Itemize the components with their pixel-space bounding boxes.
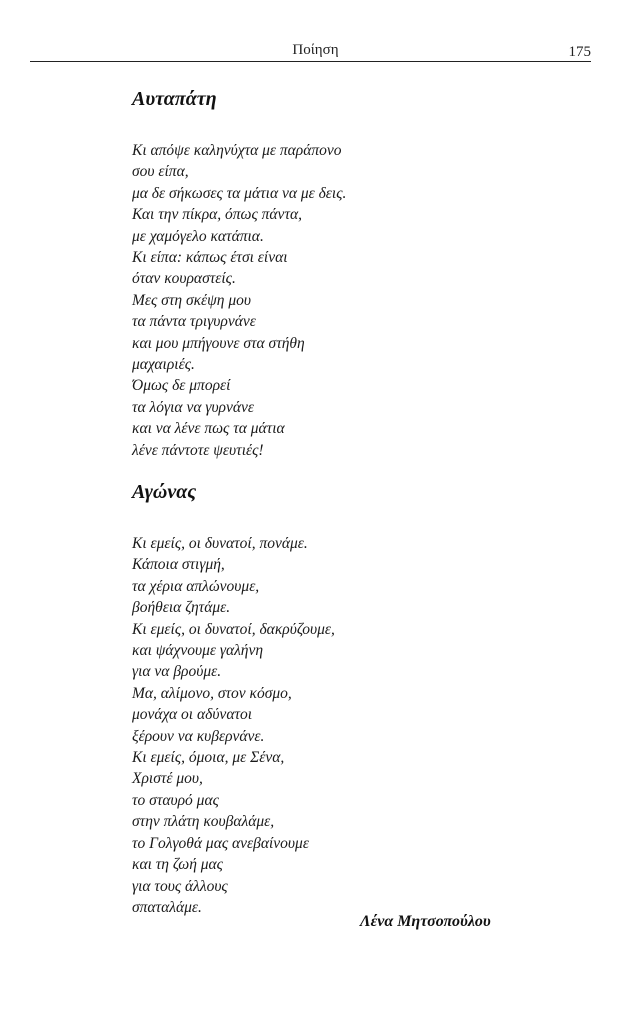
poem-line: Και την πίκρα, όπως πάντα, [132, 206, 303, 224]
poem-line: λένε πάντοτε ψευτιές! [132, 441, 264, 459]
poem-line: και ψάχνουμε γαλήνη [132, 642, 264, 660]
poem-line: σου είπα, [132, 163, 189, 181]
poem-line: σπαταλάμε. [132, 898, 202, 916]
running-header [0, 38, 631, 62]
poem-line: στην πλάτη κουβαλάμε, [132, 813, 275, 831]
poem-line: Κι εμείς, οι δυνατοί, δακρύζουμε, [132, 620, 335, 638]
poem-line: μαχαιριές. [132, 356, 195, 374]
poem-line: Χριστέ μου, [132, 770, 203, 788]
poem-line: Κι απόψε καληνύχτα με παράπονο [132, 142, 342, 159]
poem-line: τα χέρια απλώνουμε, [132, 577, 260, 595]
poem-line: Μα, αλίμονο, στον κόσμο, [132, 684, 292, 702]
poem-line: και να λένε πως τα μάτια [132, 420, 285, 438]
poem-line: για τους άλλους [132, 877, 228, 895]
poem-line: Όμως δε μπορεί [132, 377, 231, 395]
poem-line: Κάποια στιγμή, [132, 556, 225, 574]
author-signature: Λένα Μητσοπούλου [360, 913, 491, 930]
poem-line: όταν κουραστείς. [132, 270, 236, 288]
page-number: 175 [568, 44, 591, 60]
poem-line: για να βρούμε. [132, 663, 222, 681]
poem-title: Αγώνας [132, 481, 197, 503]
poem-line: και μου μπήγουνε στα στήθη [132, 334, 305, 352]
poem-line: ξέρουν να κυβερνάνε. [132, 727, 265, 745]
poem-line: και τη ζωή μας [132, 856, 223, 874]
poem-line: Κι είπα: κάπως έτσι είναι [132, 249, 288, 267]
poem-autapati [132, 86, 562, 461]
poem-line: μα δε σήκωσες τα μάτια να με δεις. [132, 184, 347, 202]
poem-line: Κι εμείς, οι δυνατοί, πονάμε. [132, 535, 308, 552]
poem-line: μονάχα οι αδύνατοι [132, 706, 253, 724]
poem-line: Μες στη σκέψη μου [132, 291, 251, 309]
poem-lines [132, 533, 562, 918]
poem-line: το σταυρό μας [132, 791, 219, 809]
poem-line: με χαμόγελο κατάπια. [132, 227, 264, 245]
poem-line: Κι εμείς, όμοια, με Σένα, [132, 749, 285, 767]
poem-title: Αυταπάτη [132, 88, 217, 110]
poem-line: τα λόγια να γυρνάνε [132, 398, 255, 416]
poem-line: τα πάντα τριγυρνάνε [132, 313, 256, 331]
poem-line: το Γολγοθά μας ανεβαίνουμε [132, 834, 309, 852]
section-title: Ποίηση [292, 42, 339, 58]
poem-lines [132, 140, 562, 461]
poem-line: βοήθεια ζητάμε. [132, 599, 231, 617]
poem-agonas [132, 479, 562, 918]
header-rule [30, 61, 591, 62]
